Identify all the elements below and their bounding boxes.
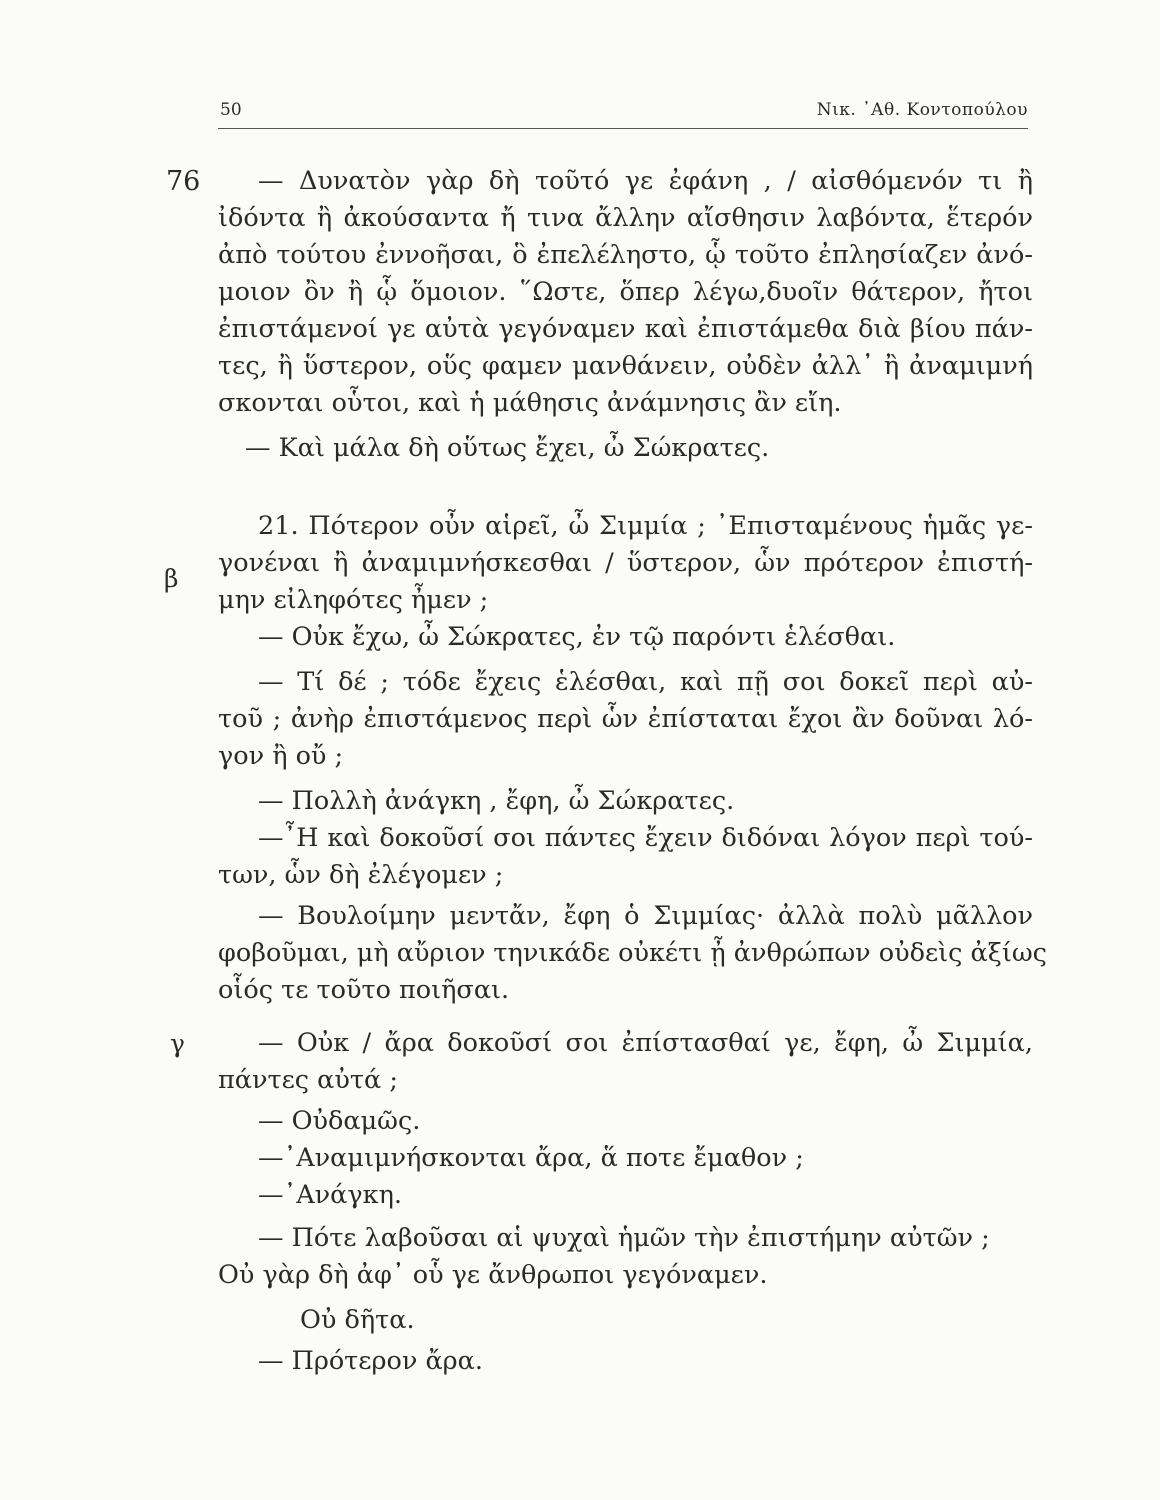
text-line: Οὐ γὰρ δὴ ἀφ᾿ οὗ γε ἄνθρωποι γεγόναμεν.: [218, 1260, 768, 1290]
text-line: — Οὐκ / ἄρα δοκοῦσί σοι ἐπίστασθαί γε, ἔφη, ὦ Σιμμία,: [258, 1028, 1033, 1058]
text-line: μην εἰληφότες ἦμεν ;: [218, 585, 489, 615]
text-line: —᾿Ανάγκη.: [258, 1180, 402, 1210]
text-line: Οὐ δῆτα.: [300, 1305, 415, 1335]
text-line: —῏Η καὶ δοκοῦσί σοι πάντες ἔχειν διδόναι λόγον περὶ τού-: [258, 823, 1033, 853]
text-line: — Οὐκ ἔχω, ὦ Σώκρατες, ἐν τῷ παρόντι ἑλέσθαι.: [258, 622, 896, 652]
text-line: τοῦ ; ἀνὴρ ἐπιστάμενος περὶ ὧν ἐπίσταται ἔχοι ἂν δοῦναι λό-: [218, 704, 1033, 734]
margin-marker-gamma: γ: [170, 1029, 185, 1058]
text-line: γονέναι ἢ ἀναμιμνήσκεσθαι / ὕστερον, ὧν πρότερον ἐπιστή-: [218, 548, 1033, 578]
text-line: — Πότε λαβοῦσαι αἱ ψυχαὶ ἡμῶν τὴν ἐπιστήμην αὐτῶν ;: [258, 1223, 990, 1253]
text-line: ἐπιστάμενοί γε αὐτὰ γεγόναμεν καὶ ἐπιστάμεθα διὰ βίου πάν-: [218, 314, 1033, 344]
text-line: — Πολλὴ ἀνάγκη , ἔφη, ὦ Σώκρατες.: [258, 786, 735, 816]
margin-section-number: 76: [166, 166, 201, 197]
text-line: τες, ἢ ὕστερον, οὕς φαμεν μανθάνειν, οὐδὲν ἀλλ᾿ ἢ ἀναμιμνή: [218, 351, 1033, 381]
running-head: Νικ. ᾿Αθ. Κοντοπούλου: [816, 100, 1028, 120]
text-line: —᾿Αναμιμνήσκονται ἄρα, ἅ ποτε ἔμαθον ;: [258, 1143, 804, 1173]
text-line: των, ὧν δὴ ἐλέγομεν ;: [218, 860, 504, 890]
text-line: — Δυνατὸν γὰρ δὴ τοῦτό γε ἐφάνη , / αἰσθόμενόν τι ἢ: [258, 166, 1033, 196]
text-line: — Πρότερον ἄρα.: [258, 1346, 483, 1376]
text-line: — Οὐδαμῶς.: [258, 1106, 421, 1136]
text-line: — Καὶ μάλα δὴ οὕτως ἔχει, ὦ Σώκρατες.: [245, 433, 770, 463]
text-line: 21. Πότερον οὖν αἱρεῖ, ὦ Σιμμία ; ᾿Επισταμένους ἡμᾶς γε-: [258, 511, 1033, 541]
text-line: πάντες αὐτά ;: [218, 1065, 398, 1095]
page-number: 50: [220, 100, 242, 120]
text-line: γον ἢ οὔ ;: [218, 741, 344, 771]
text-line: — Βουλοίμην μεντἄν, ἔφη ὁ Σιμμίας· ἀλλὰ πολὺ μᾶλλον: [258, 901, 1033, 931]
text-line: ἀπὸ τούτου ἐννοῆσαι, ὃ ἐπελέληστο, ᾧ τοῦτο ἐπλησίαζεν ἀνό-: [218, 240, 1033, 270]
text-line: φοβοῦμαι, μὴ αὔριον τηνικάδε οὐκέτι ᾖ ἀνθρώπων οὐδεὶς ἀξίως: [218, 938, 1047, 968]
text-line: — Τί δέ ; τόδε ἔχεις ἑλέσθαι, καὶ πῇ σοι δοκεῖ περὶ αὐ-: [258, 667, 1033, 697]
margin-marker-beta: β: [164, 564, 179, 593]
text-line: οἷός τε τοῦτο ποιῆσαι.: [218, 975, 510, 1005]
text-line: σκονται οὗτοι, καὶ ἡ μάθησις ἀνάμνησις ἂν εἴη.: [218, 388, 842, 418]
text-line: ἰδόντα ἢ ἀκούσαντα ἤ τινα ἄλλην αἴσθησιν λαβόντα, ἕτερόν: [218, 203, 1033, 233]
text-line: μοιον ὂν ἢ ᾧ ὅμοιον. ῞Ωστε, ὅπερ λέγω,δυοῖν θάτερον, ἤτοι: [218, 277, 1033, 307]
page-header: [218, 96, 1028, 129]
